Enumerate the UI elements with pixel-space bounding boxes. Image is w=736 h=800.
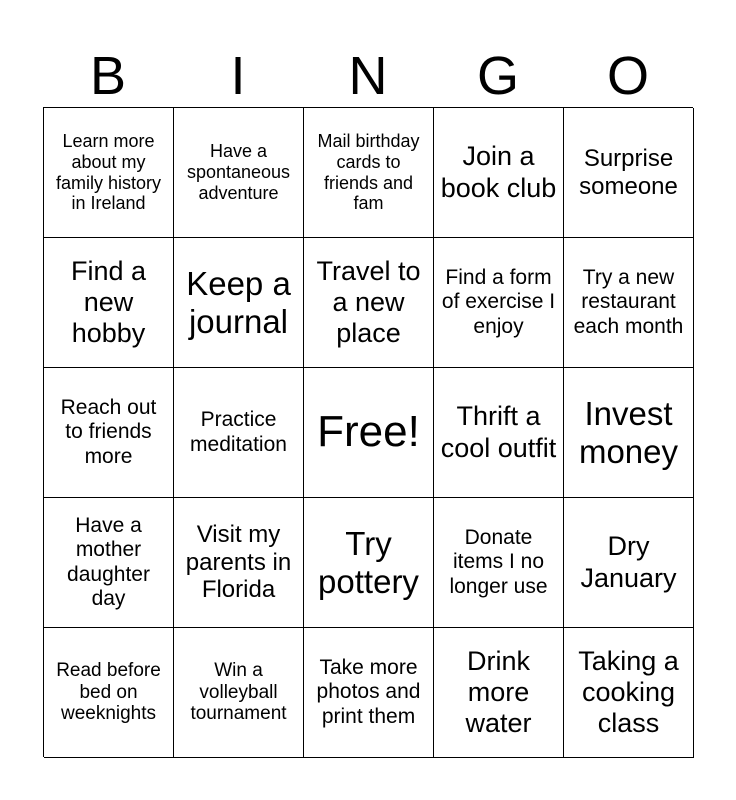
header-letter-b: B [89,46,127,106]
header-letter-i: I [230,46,246,106]
bingo-cell[interactable]: Have a mother daughter day [44,498,174,628]
bingo-cell[interactable]: Drink more water [434,628,564,758]
bingo-cell[interactable]: Learn more about my family history in Ireland [44,108,174,238]
bingo-cell[interactable]: Donate items I no longer use [434,498,564,628]
bingo-cell[interactable]: Thrift a cool outfit [434,368,564,498]
bingo-cell[interactable]: Reach out to friends more [44,368,174,498]
bingo-cell[interactable]: Surprise someone [564,108,694,238]
bingo-card-grid [43,107,693,757]
bingo-cell[interactable]: Visit my parents in Florida [174,498,304,628]
bingo-free-space[interactable]: Free! [304,368,434,498]
bingo-cell[interactable]: Try a new restaurant each month [564,238,694,368]
bingo-cell[interactable]: Dry January [564,498,694,628]
header-letter-g: G [476,46,519,106]
bingo-cell[interactable]: Keep a journal [174,238,304,368]
header-letter-n: N [348,46,388,106]
bingo-cell[interactable]: Try pottery [304,498,434,628]
bingo-cell[interactable]: Have a spontaneous adventure [174,108,304,238]
bingo-cell[interactable]: Take more photos and print them [304,628,434,758]
bingo-cell[interactable]: Taking a cooking class [564,628,694,758]
bingo-cell[interactable]: Win a volleyball tournament [174,628,304,758]
bingo-cell[interactable]: Invest money [564,368,694,498]
bingo-cell[interactable]: Mail birthday cards to friends and fam [304,108,434,238]
bingo-header [43,44,693,108]
bingo-cell[interactable]: Travel to a new place [304,238,434,368]
bingo-cell[interactable]: Find a form of exercise I enjoy [434,238,564,368]
header-letter-o: O [606,46,649,106]
bingo-cell[interactable]: Find a new hobby [44,238,174,368]
bingo-cell[interactable]: Join a book club [434,108,564,238]
bingo-cell[interactable]: Read before bed on weeknights [44,628,174,758]
bingo-cell[interactable]: Practice meditation [174,368,304,498]
